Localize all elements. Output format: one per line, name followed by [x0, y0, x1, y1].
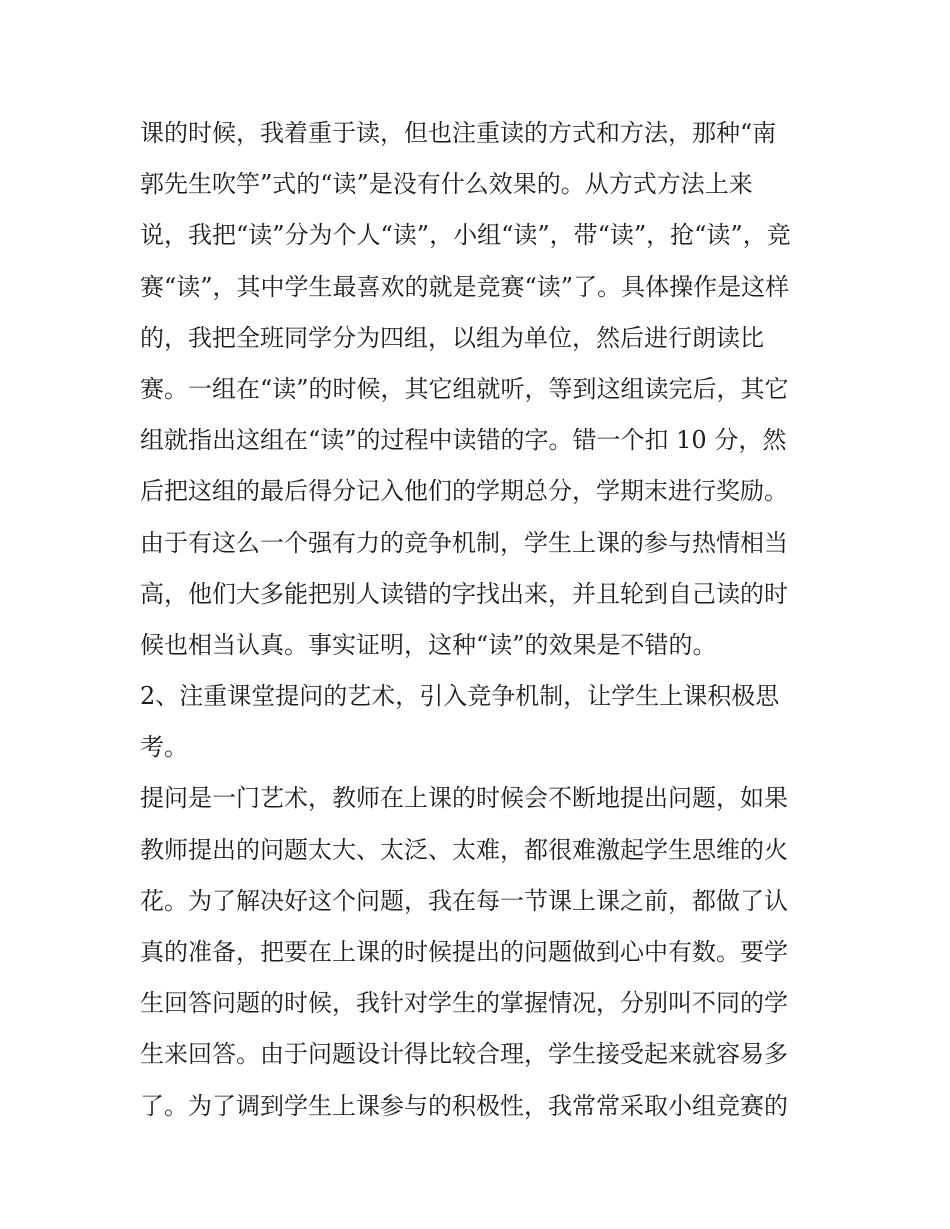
text-line: 花。为了解决好这个问题，我在每一节课上课之前，都做了认 — [140, 886, 788, 915]
text-line: 组就指出这组在“读”的过程中读错的字。错一个扣 10 分，然 — [140, 426, 787, 455]
text-line: 赛。一组在“读”的时候，其它组就听，等到这组读完后，其它 — [140, 374, 789, 403]
text-line: 了。为了调到学生上课参与的积极性，我常常采取小组竞赛的 — [140, 1091, 788, 1120]
text-line: 的，我把全班同学分为四组，以组为单位，然后进行朗读比 — [140, 323, 764, 352]
text-line: 高，他们大多能把别人读错的字找出来，并且轮到自己读的时 — [140, 579, 788, 608]
text-line: 郭先生吹竽”式的“读”是没有什么效果的。从方式方法上来 — [140, 170, 753, 199]
text-line: 真的准备，把要在上课的时候提出的问题做到心中有数。要学 — [140, 938, 788, 966]
body-text — [140, 108, 820, 1132]
text-line: 提问是一门艺术，教师在上课的时候会不断地提出问题，如果 — [140, 784, 788, 813]
text-line: 课的时候，我着重于读，但也注重读的方式和方法，那种“南 — [140, 119, 777, 147]
text-line: 候也相当认真。事实证明，这种“读”的效果是不错的。 — [140, 630, 717, 659]
text-line: 生回答问题的时候，我针对学生的掌握情况，分别叫不同的学 — [140, 989, 788, 1018]
text-line: 赛“读”，其中学生最喜欢的就是竞赛“读”了。具体操作是这样 — [140, 272, 790, 301]
section-heading-line: 2、注重课堂提问的艺术，引入竞争机制，让学生上课积极思 — [140, 682, 780, 711]
section-heading-line: 考。 — [140, 733, 188, 762]
text-line: 生来回答。由于问题设计得比较合理，学生接受起来就容易多 — [140, 1040, 788, 1069]
text-line: 后把这组的最后得分记入他们的学期总分，学期末进行奖励。 — [140, 477, 788, 506]
text-line: 由于有这么一个强有力的竞争机制，学生上课的参与热情相当 — [140, 528, 788, 557]
text-line: 教师提出的问题太大、太泛、太难，都很难激起学生思维的火 — [140, 835, 788, 864]
text-line: 说，我把“读”分为个人“读”，小组“读”，带“读”，抢“读”，竞 — [140, 221, 791, 250]
